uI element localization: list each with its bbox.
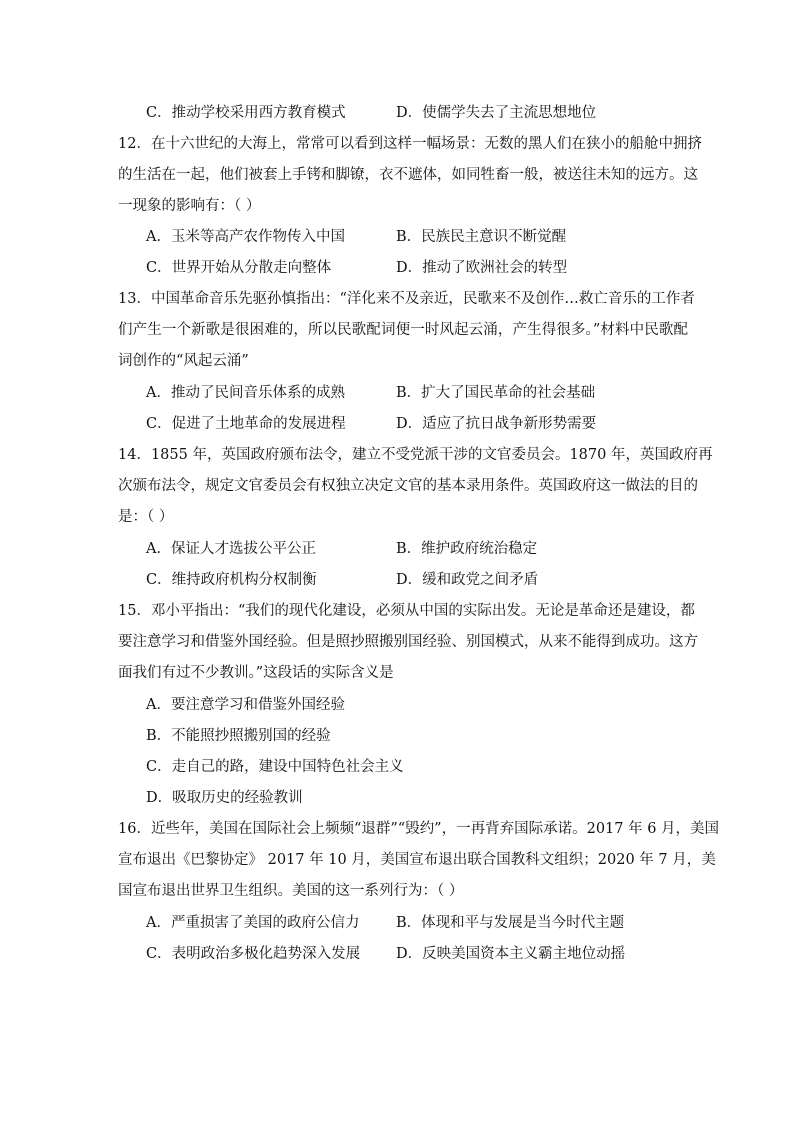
q13-stem-line-1: 13．中国革命音乐先驱孙慎指出：“洋化来不及亲近，民歌来不及创作…救亡音乐的工作者 <box>118 291 695 307</box>
q16-stem-line-1: 16．近些年，美国在国际社会上频频“退群”“毁约”，一再背弃国际承诺。2017 年 6 月，美国 <box>118 821 720 837</box>
q16-option-b: B．体现和平与发展是当今时代主题 <box>396 915 625 931</box>
q12-option-a: A．玉米等高产农作物传入中国 <box>146 229 345 245</box>
q15-stem-line-2: 要注意学习和借鉴外国经验。但是照抄照搬别国经验、别国模式，从来不能得到成功。这方 <box>118 634 698 650</box>
q16-stem-line-3: 国宣布退出世界卫生组织。美国的这一系列行为：（ ） <box>118 883 464 899</box>
q12-option-c: C．世界开始从分散走向整体 <box>146 260 332 276</box>
q16-option-a: A．严重损害了美国的政府公信力 <box>146 915 360 931</box>
q12-stem-line-1: 12．在十六世纪的大海上，常常可以看到这样一幅场景：无数的黑人们在狭小的船舱中拥挤 <box>118 136 702 152</box>
q15-option-c: C．走自己的路，建设中国特色社会主义 <box>146 759 404 775</box>
q14-option-b: B．维护政府统治稳定 <box>396 541 538 557</box>
q13-option-a: A．推动了民间音乐体系的成熟 <box>146 385 345 401</box>
q14-stem-line-1: 14．1855 年，英国政府颁布法令，建立不受党派干涉的文官委员会。1870 年，英国政府再 <box>118 447 713 463</box>
q15-stem-line-3: 面我们有过不少教训。”这段话的实际含义是 <box>118 665 394 681</box>
q14-stem-line-3: 是：（ ） <box>118 509 174 525</box>
q15-stem-line-1: 15．邓小平指出：“我们的现代化建设，必须从中国的实际出发。无论是革命还是建设，都 <box>118 603 695 619</box>
q13-option-d: D．适应了抗日战争新形势需要 <box>396 416 597 432</box>
q16-option-d: D．反映美国资本主义霸主地位动摇 <box>396 946 626 962</box>
q15-option-b: B．不能照抄照搬别国的经验 <box>146 728 331 744</box>
q14-option-a: A．保证人才选拔公平公正 <box>146 541 316 557</box>
q12-stem-line-2: 的生活在一起，他们被套上手铐和脚镣，衣不遮体，如同牲畜一般，被送往未知的远方。这 <box>118 167 698 183</box>
q11-option-d: D．使儒学失去了主流思想地位 <box>396 105 597 121</box>
q12-option-d: D．推动了欧洲社会的转型 <box>396 260 568 276</box>
q11-option-c: C．推动学校采用西方教育模式 <box>146 105 346 121</box>
q14-option-c: C．维持政府机构分权制衡 <box>146 572 317 588</box>
q14-stem-line-2: 次颁布法令，规定文官委员会有权独立决定文官的基本录用条件。英国政府这一做法的目的 <box>118 478 698 494</box>
q13-option-c: C．促进了土地革命的发展进程 <box>146 416 346 432</box>
q16-option-c: C．表明政治多极化趋势深入发展 <box>146 946 361 962</box>
q13-stem-line-3: 词创作的“风起云涌” <box>118 353 249 369</box>
q16-stem-line-2: 宣布退出《巴黎协定》 2017 年 10 月，美国宣布退出联合国教科文组织；2020 年 7 月，美 <box>118 852 716 868</box>
q15-option-d: D．吸取历史的经验教训 <box>146 790 303 806</box>
q12-stem-line-3: 一现象的影响有：（ ） <box>118 198 261 214</box>
q15-option-a: A．要注意学习和借鉴外国经验 <box>146 697 345 713</box>
q13-option-b: B．扩大了国民革命的社会基础 <box>396 385 596 401</box>
q14-option-d: D．缓和政党之间矛盾 <box>396 572 539 588</box>
q12-option-b: B．民族民主意识不断觉醒 <box>396 229 567 245</box>
q13-stem-line-2: 们产生一个新歌是很困难的，所以民歌配词便一时风起云涌，产生得很多。”材料中民歌配 <box>118 322 688 338</box>
